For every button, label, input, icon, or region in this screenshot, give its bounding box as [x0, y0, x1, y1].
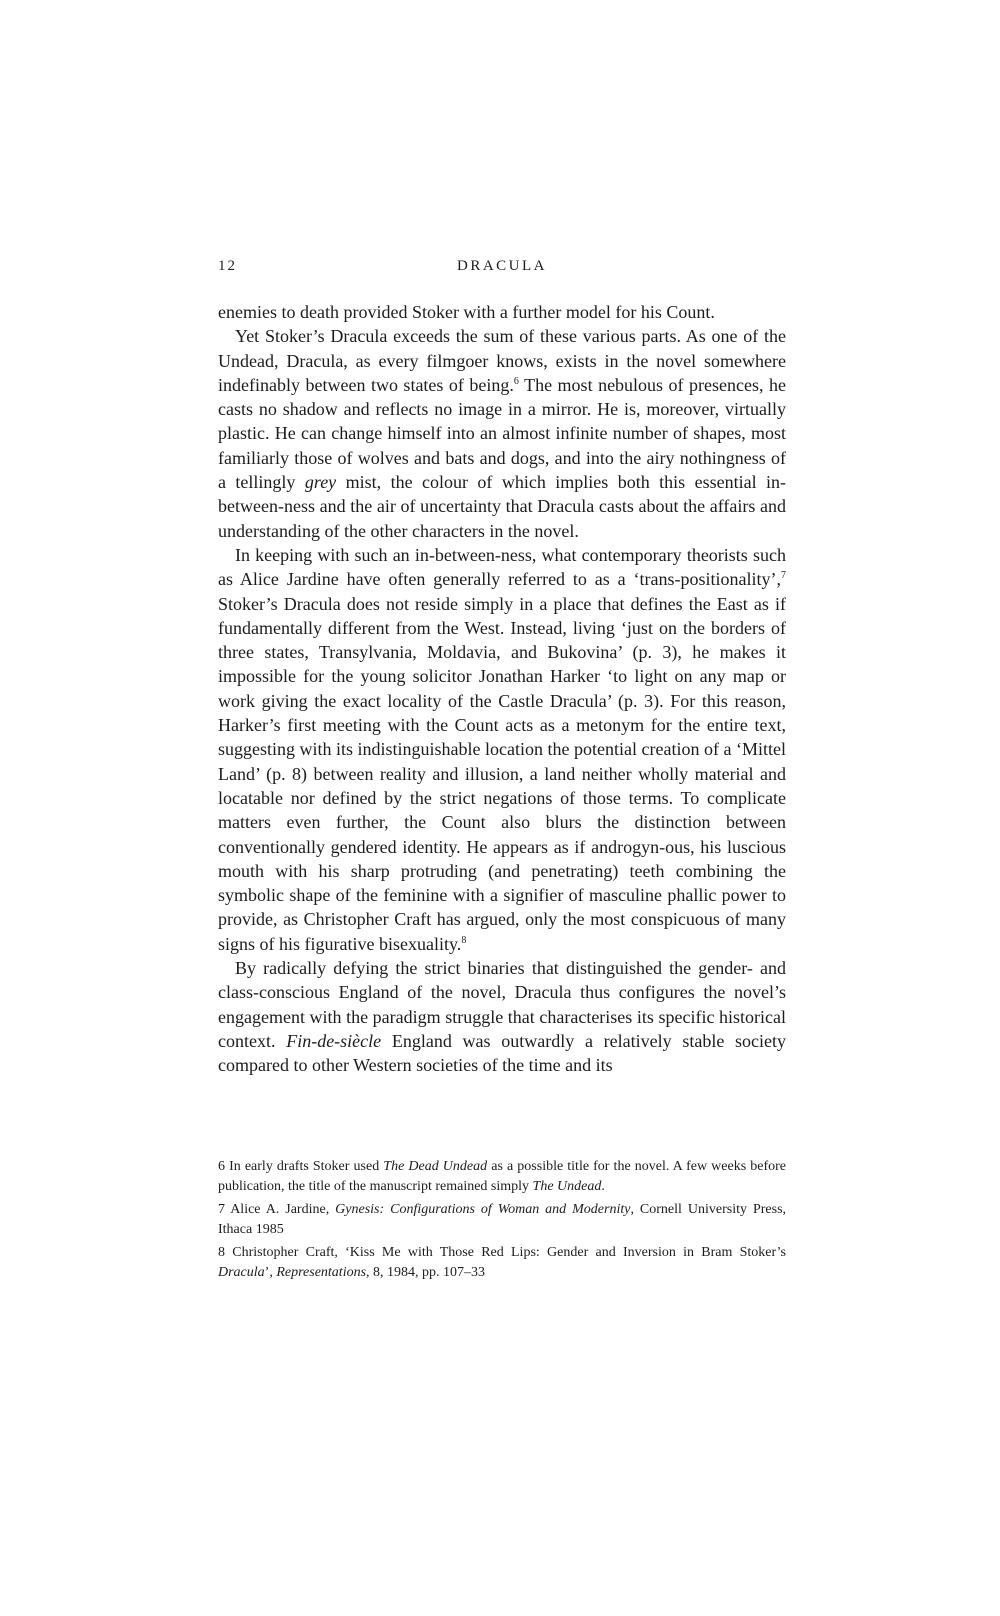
footnote-ref-6: 6 — [513, 375, 519, 387]
footnote-6-text-c: . — [601, 1178, 605, 1194]
footnote-6-text-a: In early drafts Stoker used — [225, 1159, 384, 1174]
running-title: DRACULA — [456, 258, 547, 274]
footnote-ref-8: 8 — [461, 934, 467, 946]
paragraph-1 — [218, 300, 786, 324]
paragraph-4-emphasis: Fin-de-siècle — [286, 1030, 382, 1051]
paragraph-3-text-b: Stoker’s Dracula does not reside simply in a place that defines the East as if fundamentally different from the West. Instead, living ‘just on the borders of three states, Transylvania, Moldavia, and Bukovina’ (p. 3), he makes it impossible for the young solicitor Jonathan Harker ‘to light on any map or work giving the exact locality of the Castle Dracula’ (p. 3). For this reason, Harker’s first meeting with the Count acts as a metonym for the entire text, suggesting with its indistinguishable location the potential creation of a ‘Mittel Land’ (p. 8) between reality and illusion, a land neither wholly material and locatable nor defined by the strict negations of those terms. To complicate matters even further, the Count also blurs the distinction between conventionally gendered identity. He appears as if androgyn-ous, his luscious mouth with his sharp protruding (and penetrating) teeth combining the symbolic shape of the feminine with a signifier of masculine phallic power to provide, as Christopher Craft has argued, only the most conspicuous of many signs of his figurative bisexuality. — [218, 593, 786, 954]
footnote-8-text-c: , 8, 1984, pp. 107–33 — [366, 1264, 486, 1280]
paragraph-3 — [218, 543, 786, 956]
paragraph-1-text: enemies to death provided Stoker with a further model for his Count. — [218, 302, 715, 322]
footnote-8-title-2: Representations — [276, 1264, 367, 1280]
paragraph-2-text-c: mist, the colour of which implies both this essential in-between-ness and the air of uncertainty that Dracula casts about the affairs and understanding of the other characters in the novel. — [218, 472, 786, 541]
footnote-8-text-b: ’, — [264, 1264, 277, 1280]
footnote-8-title-1: Dracula — [218, 1264, 265, 1280]
footnote-ref-7: 7 — [781, 570, 786, 582]
footnote-6-text-b: as a possible title for the novel. A few weeks before publication, the title of the manuscript remained simply — [218, 1159, 787, 1194]
paragraph-2-text-a: Yet Stoker’s Dracula exceeds the sum of these various parts. As one of the Undead, Dracula, as every filmgoer knows, exists in the novel somewhere indefinably between two states of being. — [218, 326, 786, 395]
footnote-7-text-a: Alice A. Jardine, — [225, 1202, 336, 1217]
footnote-6-title-2: The Undead — [532, 1178, 602, 1194]
footnote-6-number: 6 — [218, 1159, 225, 1174]
footnote-8-text-a: Christopher Craft, ‘Kiss Me with Those Red Lips: Gender and Inversion in Bram Stoker’s — [225, 1245, 786, 1260]
footnote-6 — [218, 1157, 786, 1196]
footnote-7 — [218, 1200, 786, 1239]
footnotes — [218, 1157, 786, 1286]
footnote-7-title: Gynesis: Configurations of Woman and Modernity — [335, 1202, 631, 1217]
body-text — [218, 300, 786, 1078]
footnote-6-title-1: The Dead Undead — [383, 1159, 488, 1174]
paragraph-2-text-b: The most nebulous of presences, he casts no shadow and reflects no image in a mirror. He is, moreover, virtually plastic. He can change himself into an almost infinite number of shapes, most familiarly those of wolves and bats and dogs, and into the airy nothingness of a tellingly — [218, 374, 786, 493]
paragraph-2 — [218, 324, 786, 543]
page-number: 12 — [218, 258, 237, 274]
paragraph-4 — [218, 956, 786, 1077]
paragraph-4-text-b: England was outwardly a relatively stable society compared to other Western societies of the time and its — [218, 1030, 787, 1076]
footnote-8-number: 8 — [218, 1245, 225, 1260]
paragraph-2-emphasis: grey — [304, 472, 337, 493]
footnote-7-number: 7 — [218, 1202, 225, 1217]
paragraph-3-text-a: In keeping with such an in-between-ness, what contemporary theorists such as Alice Jardine have often generally referred to as a ‘trans-positionality’, — [218, 544, 786, 590]
footnote-8 — [218, 1243, 786, 1282]
running-head — [218, 258, 786, 282]
footnote-7-text-b: , Cornell University Press, Ithaca 1985 — [218, 1202, 787, 1237]
paragraph-4-text-a: By radically defying the strict binaries that distinguished the gender- and class-conscious England of the novel, Dracula thus configures the novel’s engagement with the paradigm struggle that characterises its specific historical context. — [218, 958, 786, 1051]
